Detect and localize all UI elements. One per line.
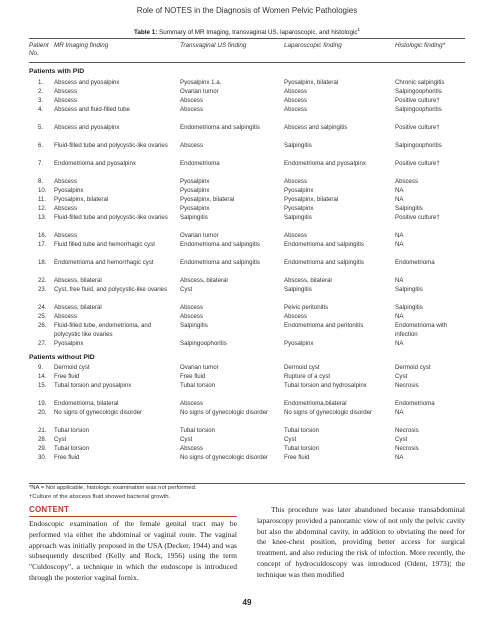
table-cell: 8. [38,178,44,185]
table-cell: Abscess, bilateral [54,304,102,311]
table-row [29,214,465,232]
table-row [29,124,465,142]
table-cell: NA [395,340,404,347]
header-laparoscopic: Laparoscopic finding [284,42,342,49]
table-row [29,313,465,322]
table-cell: Fluid-filled tube and polycystic-like ovaries [54,214,168,221]
table-cell: 1. [38,79,44,86]
table-cell: Chronic salpingitis [395,79,445,86]
table-row [29,400,465,409]
table-cell: Tubal torsion [54,445,90,452]
table-cell: Abscess [180,142,204,149]
table-cell: Ovarian tumor [180,88,219,95]
table-cell: Endometrioma and pyosalpinx [54,160,136,167]
table-cell: Abscess [180,304,204,311]
table-cell: Abscess [54,88,78,95]
table-cell: 7. [38,160,44,167]
table-cell: Abscess [180,313,204,320]
table-cell: Cyst [395,373,408,380]
table-cell: 3. [38,97,44,104]
table-cell: Fluid filled tube and hemorrhagic cyst [54,241,155,248]
table-cell: Cyst [54,436,67,443]
table-cell: Abscess [54,313,78,320]
table-cell: 12. [38,205,47,212]
table-cell: Tubal torsion [284,445,320,452]
table-cell: Abscess [180,106,204,113]
table-cell: Salpingitis [284,286,312,293]
table-cell: NA [395,313,404,320]
table-cell: Necrosis [395,427,419,434]
table-row [29,196,465,205]
table-row [29,232,465,241]
table-cell: Free fluid [180,373,206,380]
table-cell: Abscess [284,178,308,185]
table-row [29,205,465,214]
table-cell: Abscess [284,232,308,239]
table-cell: 6. [38,142,44,149]
table-cell: Abscess [180,97,204,104]
table-row [29,142,465,160]
table-cell: 30. [38,454,47,461]
table-cell: Salpingitis [180,322,208,329]
content-heading-rule [29,516,237,517]
table-cell: NA [395,232,404,239]
table-cell: Endometrioma and salpingitis [180,259,260,266]
section-pid: Patients with PID [29,68,85,75]
table-cell: Endometrioma with infection [395,322,448,338]
table-cell: Pyosalpinx, bilateral [284,196,339,203]
running-head: Role of NOTES in the Diagnosis of Women Pelvic Pathologies [136,6,358,15]
table-cell: Cyst [395,436,408,443]
table-cell: Endometrioma and salpingitis [180,241,260,248]
table-title-text: Summary of MR Imaging, transvaginal US, laparoscopic, and histologic [159,29,358,37]
table-cell: Salpingoophoritis [395,88,442,95]
table-cell: Abscess and fluid-filled tube [54,106,130,113]
table-header [29,40,465,62]
table-row [29,322,465,340]
table-title-sup: 1 [357,27,361,32]
table-cell: Endometrioma,bilateral [284,400,347,407]
table-cell: Dermoid cyst [284,364,320,371]
table-cell: Salpingoophoritis [395,106,442,113]
table-cell: Cyst [284,436,297,443]
table-row [29,373,465,382]
table-cell: 19. [38,400,47,407]
table-cell: Salpingitis [395,286,423,293]
table-cell: Abscess [284,313,308,320]
table-cell: Positive culture† [395,214,440,221]
table-cell: Abscess, bilateral [180,277,228,284]
table-cell: Positive culture† [395,124,440,131]
table-cell: Positive culture† [395,97,440,104]
table-cell: 20. [38,409,47,416]
table-cell: Pyosalpinx [284,340,314,347]
table-cell: Necrosis [395,382,419,389]
section-no-pid: Patients without PID [29,354,95,361]
table-cell: Endometrioma and hemorrhagic cyst [54,259,154,266]
table-cell: Abscess [284,97,308,104]
header-histologic: Histologic finding* [395,42,446,49]
table-cell: Salpingitis [284,142,312,149]
table-cell: Pelvic peritonitis [284,304,329,311]
table-row [29,427,465,436]
table-row [29,364,465,373]
table-cell: 14. [38,373,47,380]
table-cell: Salpingitis [395,304,423,311]
table-cell: NA [395,187,404,194]
table-cell: Pyosalpinx [180,187,210,194]
table-cell: Pyosalpinx [54,187,84,194]
table-body-no-pid [29,364,465,472]
header-mr-imaging: MR Imaging finding [54,42,109,49]
table-cell: Pyosalpinx, bilateral [284,79,339,86]
table-row [29,160,465,178]
table-cell: Abscess [180,400,204,407]
table-cell: Abscess, bilateral [54,277,102,284]
table-cell: No signs of gynecologic disorder [180,409,269,416]
table-cell: Pyosalpinx 1.a. [180,79,222,86]
table-row [29,259,465,277]
table-cell: 23. [38,286,47,293]
table-cell: 13. [38,214,47,221]
table-cell: NA [395,409,404,416]
table-row [29,178,465,187]
table-row [29,382,465,400]
table-cell: Tubal torsion [54,427,90,434]
table-cell: Rupture of a cyst [284,373,331,380]
table-bottom-rule [29,483,465,484]
table-cell: Pyosalpinx [284,187,314,194]
table-cell: Abscess [54,205,78,212]
table-cell: Fluid-filled tube, endometrioma, and polycystic like ovaries [54,322,152,338]
table-header-rule [29,62,465,63]
table-cell: Salpingitis [395,205,423,212]
table-cell: Ovarian tumor [180,232,219,239]
table-cell: Dermoid cyst [54,364,90,371]
table-body-pid-a [29,79,465,205]
table-cell: Free fluid [284,454,310,461]
table-cell: Free fluid [54,373,80,380]
table-cell: Pyosalpinx [180,205,210,212]
table-cell: Abscess [180,445,204,452]
table-cell: 17. [38,241,47,248]
table-row [29,187,465,196]
table-cell: Salpingitis [180,214,208,221]
table-cell: Ovarian tumor [180,364,219,371]
table-cell: Endometrioma [180,160,220,167]
table-cell: 22. [38,277,47,284]
table-cell: Abscess [395,178,419,185]
content-left-paragraph: Endoscopic examination of the female genital tract may be performed via either the abdominal or vaginal route. The vaginal approach was initially proposed in the USA (Decker, 1944) and was subsequently described (Kelly and Rock, 1956) using the term "Culdoscopy", a technique in which the endoscope is introduced through the posterior vaginal fornix. [29,519,237,582]
table-cell: Pyosalpinx, bilateral [180,196,235,203]
table-cell: Free fluid [54,454,80,461]
table-cell: NA [395,196,404,203]
table-cell: Tubal torsion [180,382,216,389]
table-title-label: Table 1: [133,29,158,37]
table-cell: 28. [38,436,47,443]
table-cell: Abscess and pyosalpinx [54,79,120,86]
table-cell: 27. [38,340,47,347]
table-cell: Endometrioma [395,259,435,266]
table-cell: Positive culture† [395,160,440,167]
table-top-rule [29,38,465,39]
table-cell: Endometrioma and peritonitis [284,322,364,329]
table-cell: Abscess and pyosalpinx [54,124,120,131]
table-cell: Endometrioma and salpingitis [284,259,364,266]
table-cell: Salpingoophoritis [395,142,442,149]
table-cell: Tubal torsion and hydrosalpinx [284,382,367,389]
table-cell: Dermoid cyst [395,364,431,371]
table-cell: No signs of gynecologic disorder [180,454,269,461]
table-cell: No signs of gynecologic disorder [54,409,143,416]
table-row [29,304,465,313]
table-cell: Endometrioma and salpingitis [180,124,260,131]
table-cell: 26. [38,322,47,329]
footnote-na: *NA = Not applicable, histologic examination was not performed. [29,485,197,491]
table-row [29,106,465,124]
table-cell: Cyst [180,286,193,293]
table-cell: Abscess [284,88,308,95]
table-title [0,27,494,36]
table-body-pid-b [29,205,465,349]
table-cell: 15. [38,382,47,389]
table-cell: Necrosis [395,445,419,452]
table-cell: No signs of gynecologic disorder [284,409,373,416]
page-number: 49 [242,598,252,607]
table-cell: Endometrioma and pyosalpinx [284,160,366,167]
table-cell: Tubal torsion [284,427,320,434]
table-cell: Abscess [54,232,78,239]
header-transvaginal-us: Transvaginal US finding [180,42,247,49]
table-cell: 9. [38,364,44,371]
table-cell: 16. [38,232,47,239]
table-cell: 29. [38,445,47,452]
content-heading: CONTENT [29,505,70,514]
table-cell: Abscess [284,106,308,113]
table-cell: Salpingitis [284,214,312,221]
table-row [29,88,465,97]
table-row [29,409,465,427]
table-row [29,97,465,106]
table-cell: Pyosalpinx [54,340,84,347]
table-cell: Cyst, free fluid, and polycystic-like ovaries [54,286,168,293]
table-cell: Tubal torsion and pyosalpinx [54,382,132,389]
table-cell: Salpingoophoritis [180,340,227,347]
table-row [29,79,465,88]
table-cell: 11. [38,196,47,203]
table-cell: Pyosalpinx, bilateral [54,196,109,203]
table-cell: 24. [38,304,47,311]
table-row [29,277,465,286]
table-cell: Fluid-filled tube and polycystic-like ovaries [54,142,168,149]
header-patient-no: Patient No. [29,42,49,57]
table-cell: 21. [38,427,47,434]
table-cell: Tubal torsion [180,427,216,434]
table-cell: Endometrioma [395,400,435,407]
table-cell: 18. [38,259,47,266]
table-row [29,454,465,472]
table-cell: 5. [38,124,44,131]
table-cell: NA [395,241,404,248]
table-row [29,340,465,349]
table-cell: Endometrioma, bilateral [54,400,119,407]
content-right-paragraph: This procedure was later abandoned because transabdominal laparoscopy provided a panoramic view of not only the pelvic cavity but also the abdominal cavity, in addition to obviating the need for the knee-chest position, providing better access for surgical treatment, and also reducing the risk of infection. More recently, the concept of hydroculdoscopy was introduced (Odent, 1973); the technique was then modified [257,505,465,579]
table-cell: NA [395,454,404,461]
table-cell: 25. [38,313,47,320]
table-row [29,436,465,445]
table-cell: 4. [38,106,44,113]
table-cell: Cyst [180,436,193,443]
table-cell: Abscess [54,178,78,185]
footnote-culture: †Culture of the abscess fluid showed bacterial growth. [29,494,171,500]
table-cell: 2. [38,88,44,95]
table-cell: Endometrioma and salpingitis [284,241,364,248]
table-cell: Abscess [54,97,78,104]
table-cell: NA [395,277,404,284]
table-cell: Pyosalpinx [284,205,314,212]
table-row [29,445,465,454]
table-cell: Abscess and salpingitis [284,124,348,131]
table-cell: Pyosalpinx [180,178,210,185]
table-cell: 10. [38,187,47,194]
table-cell: Abscess, bilateral [284,277,332,284]
table-row [29,286,465,304]
table-row [29,241,465,259]
